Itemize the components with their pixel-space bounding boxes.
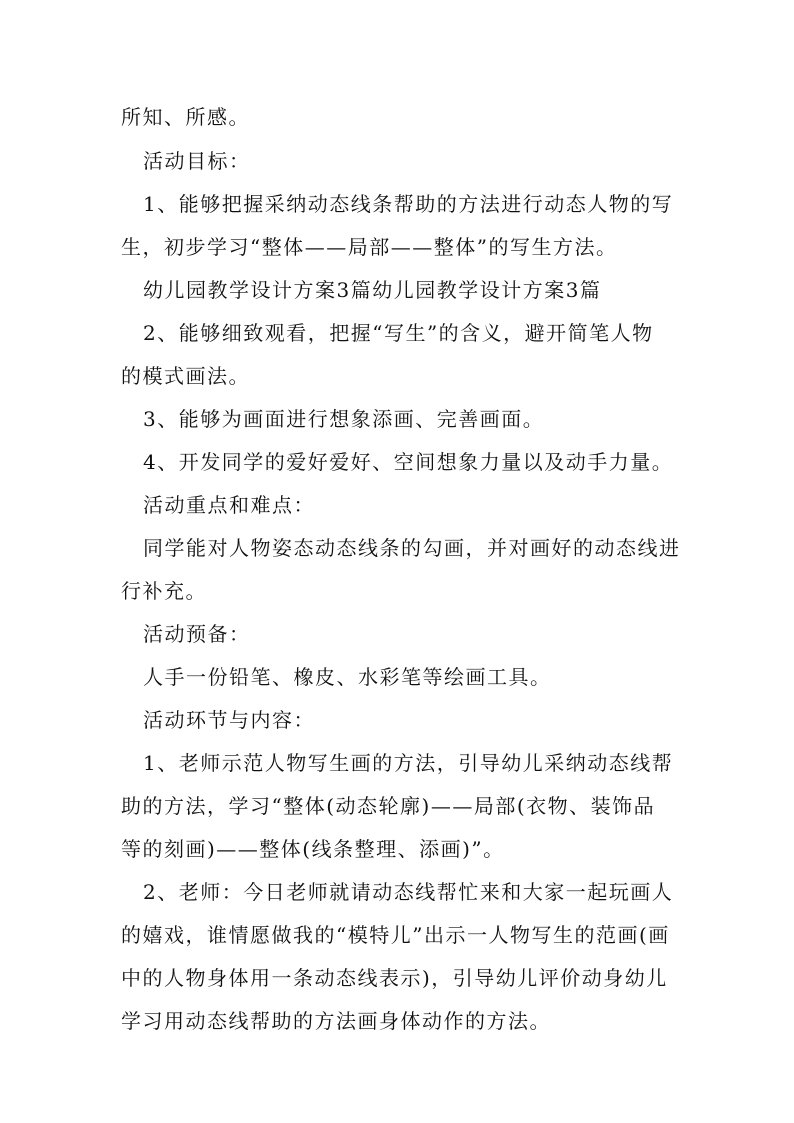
text-line: 同学能对人物姿态动态线条的勾画，并对画好的动态线进 [143,536,681,560]
section-heading: 活动环节与内容： [143,708,315,732]
text-line: 4、开发同学的爱好爱好、空间想象力量以及动手力量。 [143,450,674,474]
section-heading: 活动重点和难点： [143,493,315,517]
section-heading: 活动预备： [143,622,251,646]
text-line: 学习用动态线帮助的方法画身体动作的方法。 [121,1009,551,1033]
text-line: 幼儿园教学设计方案3篇幼儿园教学设计方案3篇 [143,278,602,302]
text-line: 人手一份铅笔、橡皮、水彩笔等绘画工具。 [143,665,552,689]
section-heading: 活动目标： [143,149,251,173]
text-line: 行补充。 [121,579,207,603]
text-line: 1、能够把握采纳动态线条帮助的方法进行动态人物的写 [143,192,674,216]
text-line: 所知、所感。 [121,105,250,129]
text-line: 3、能够为画面进行想象添画、完善画面。 [143,407,545,431]
text-line: 中的人物身体用一条动态线表示)，引导幼儿评价动身幼儿 [121,966,668,990]
text-line: 2、能够细致观看，把握“写生”的含义，避开简笔人物 [143,321,654,345]
text-line: 的模式画法。 [121,364,250,388]
text-line: 等的刻画)——整体(线条整理、添画)”。 [121,837,505,861]
text-line: 助的方法，学习“整体(动态轮廓)——局部(衣物、装饰品 [121,794,656,818]
text-line: 生，初步学习“整体——局部——整体”的写生方法。 [121,235,618,259]
text-line: 2、老师：今日老师就请动态线帮忙来和大家一起玩画人 [143,880,674,904]
text-line: 的嬉戏，谁情愿做我的“模特儿”出示一人物写生的范画(画 [121,923,670,947]
text-line: 1、老师示范人物写生画的方法，引导幼儿采纳动态线帮 [143,751,674,775]
